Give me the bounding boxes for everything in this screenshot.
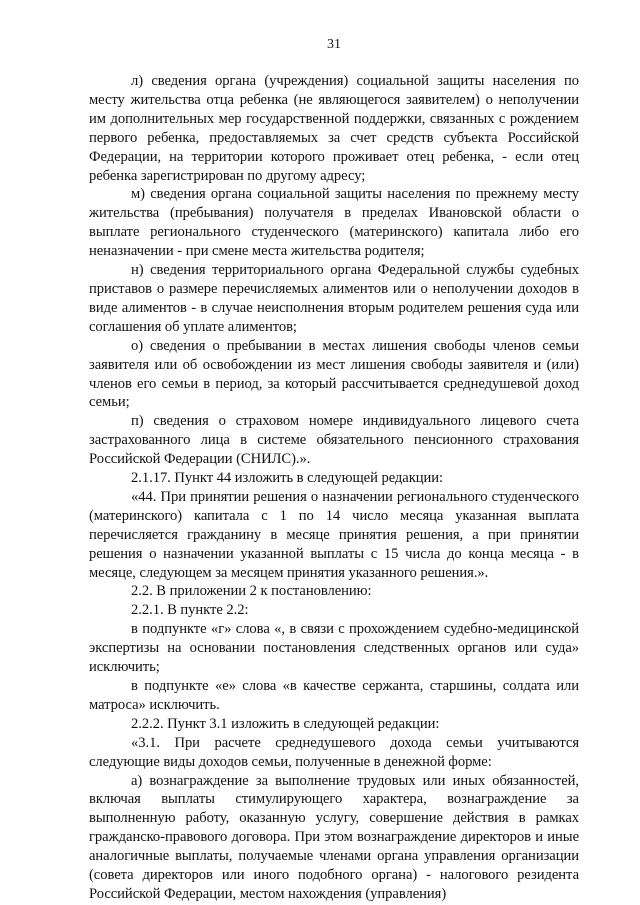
paragraph-subpoint-g: в подпункте «г» слова «, в связи с прохождением судебно-медицинской экспертизы на основании постановления следственных органов или суда» исключить;	[89, 621, 579, 676]
paragraph-2-2-1: 2.2.1. В пункте 2.2:	[131, 602, 249, 619]
paragraph-subpoint-e: в подпункте «е» слова «в качестве сержанта, старшины, солдата или матроса» исключить.	[89, 678, 579, 713]
paragraph-point-44: «44. При принятии решения о назначении регионального студенческого (материнского) капитала с 1 по 14 число месяца указанная выплата перечисляется гражданину в месяце принятия решения, а при принятии решения о назначении указанной выплаты с 15 числа до конца месяца - в месяце, следующем за месяцем принятия указанного решения.».	[89, 488, 579, 581]
page-number: 31	[327, 37, 341, 52]
paragraph-point-3-1: «3.1. При расчете среднедушевого дохода семьи учитываются следующие виды доходов семьи, полученные в денежной форме:	[89, 734, 579, 770]
paragraph-l: л) сведения органа (учреждения) социальной защиты населения по месту жительства отца ребенка (не являющегося заявителем) о неполучении им дополнительных мер государственной поддержки, связанных с рождением первого ребенка, предоставляемых за счет средств субъекта Российской Федерации, на территории которого проживает отец ребенка, - если отец ребенка зарегистрирован по другому адресу;	[89, 73, 579, 184]
paragraph-2-2-2: 2.2.2. Пункт 3.1 изложить в следующей редакции:	[131, 715, 440, 732]
paragraph-2-1-17: 2.1.17. Пункт 44 изложить в следующей редакции:	[131, 470, 444, 487]
paragraph-p: п) сведения о страховом номере индивидуального лицевого счета застрахованного лица в системе обязательного пенсионного страхования Российской Федерации (СНИЛС).».	[89, 413, 579, 468]
paragraph-2-2: 2.2. В приложении 2 к постановлению:	[131, 583, 372, 600]
paragraph-item-a: а) вознаграждение за выполнение трудовых или иных обязанностей, включая выплаты стимулирующего характера, вознаграждение за выполненную работу, оказанную услугу, совершение действия в рамках гражданско-правового договора. При этом вознаграждение директоров и иные аналогичные выплаты, получаемые членами органа управления организации (совета директоров или иного подобного органа) - налогового резидента Российской Федерации, местом нахождения (управления)	[89, 772, 579, 902]
paragraph-m: м) сведения органа социальной защиты населения по прежнему месту жительства (пребывания) получателя в пределах Ивановской области о выплате регионального студенческого (материнского) капитала либо его неназначении - при смене места жительства родителя;	[89, 186, 579, 260]
paragraph-n: н) сведения территориального органа Федеральной службы судебных приставов о размере перечисляемых алиментов или о неполучении доходов в виде алиментов - в случае неисполнения вторым родителем решения суда или соглашения об уплате алиментов;	[89, 262, 579, 335]
paragraph-o: о) сведения о пребывании в местах лишения свободы членов семьи заявителя или об освобождении из мест лишения свободы заявителя и (или) членов его семьи в период, за который рассчитывается среднедушевой доход семьи;	[89, 337, 579, 411]
